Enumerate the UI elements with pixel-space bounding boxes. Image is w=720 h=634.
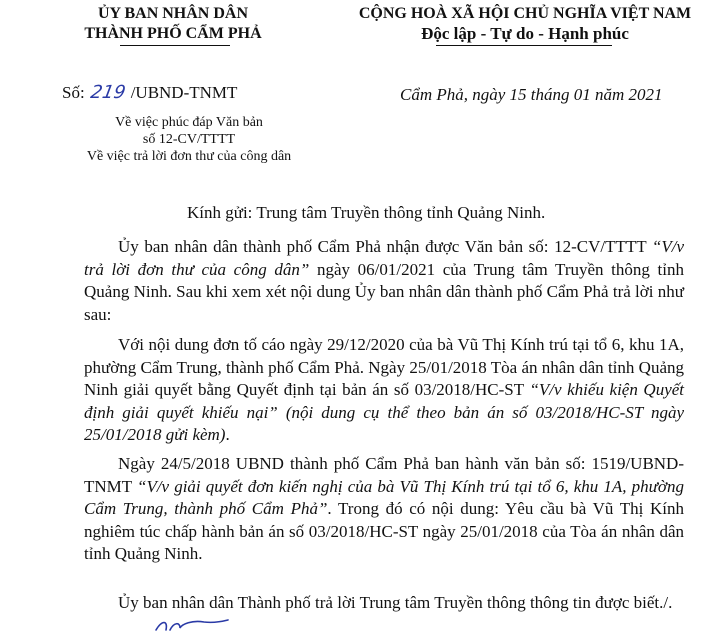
national-header <box>330 4 720 44</box>
issue-date: Cẩm Phả, ngày 15 tháng 01 năm 2021 <box>400 85 663 104</box>
p4-text: Ủy ban nhân dân Thành phố trả lời Trung tâm Truyền thông thông tin được biết./. <box>118 593 673 612</box>
document-number-prefix: Số: <box>62 83 85 102</box>
issuer-line-2: THÀNH PHỐ CẨM PHẢ <box>84 25 262 42</box>
document-number-handwritten: 219 <box>88 82 127 103</box>
document-number-suffix: /UBND-TNMT <box>130 83 238 102</box>
body-paragraph-4 <box>84 592 684 615</box>
motto-underline <box>436 45 612 46</box>
p3-text-a: Ngày 24/5/2018 UBND thành phố Cẩm Phả ban hành văn bản số: 1519/UBND-TNMT <box>84 454 684 496</box>
p1-text-italic: “V/v trả lời đơn thư của công dân” <box>84 237 684 279</box>
issuer-header <box>62 4 284 44</box>
handwritten-initial-mark <box>152 616 232 634</box>
national-motto: Độc lập - Tự do - Hạnh phúc <box>421 24 629 43</box>
subject-block <box>62 114 316 165</box>
p2-text-c: . <box>225 425 230 444</box>
body-paragraph-2 <box>84 334 684 447</box>
subject-line-1: Về việc phúc đáp Văn bản <box>115 115 263 130</box>
p3-text-italic: “V/v giải quyết đơn kiến nghị của bà Vũ Thị Kính trú tại tổ 6, khu 1A, phường Cẩm Trung, thành phố Cẩm Phả” <box>84 476 684 518</box>
national-title: CỘNG HOÀ XÃ HỘI CHỦ NGHĨA VIỆT NAM <box>358 5 692 22</box>
recipient-line: Kính gửi: Trung tâm Truyền thông tỉnh Quảng Ninh. <box>187 203 546 222</box>
p1-text-a: Ủy ban nhân dân thành phố Cẩm Phả nhận được Văn bản số: 12-CV/TTTT <box>118 237 652 256</box>
document-number <box>62 82 237 104</box>
p3-text-c: . Trong đó có nội dung: Yêu cầu bà Vũ Thị Kính nghiêm túc chấp hành bản án số 03/2018/HC-ST ngày 25/01/2018 của Tòa án nhân dân tỉnh Quảng Ninh. <box>84 499 684 563</box>
body-paragraph-3 <box>84 453 684 566</box>
p2-text-italic: “V/v khiếu kiện Quyết định giải quyết khiếu nại” (nội dung cụ thể theo bản án số 03/2018/HC-ST ngày 25/01/2018 gửi kèm) <box>84 380 685 444</box>
body-paragraph-1 <box>84 236 684 326</box>
subject-line-2: số 12-CV/TTTT <box>142 132 236 147</box>
issuer-underline <box>120 45 230 46</box>
p1-text-c: ngày 06/01/2021 của Trung tâm Truyền thông tỉnh Quảng Ninh. Sau khi xem xét nội dung Ủy ban nhân dân thành phố Cẩm Phả trả lời như sau: <box>84 259 684 324</box>
issuer-line-1: ỦY BAN NHÂN DÂN <box>97 5 249 22</box>
p2-text-a: Với nội dung đơn tố cáo ngày 29/12/2020 của bà Vũ Thị Kính trú tại tổ 6, khu 1A, phường Cẩm Trung, thành phố Cẩm Phả. Ngày 25/01/2018 Tòa án nhân dân tỉnh Quảng Ninh giải quyết bằng Quyết định tại bản án số 03/2018/HC-ST <box>84 335 684 399</box>
subject-line-3: Về việc trả lời đơn thư của công dân <box>86 149 292 164</box>
